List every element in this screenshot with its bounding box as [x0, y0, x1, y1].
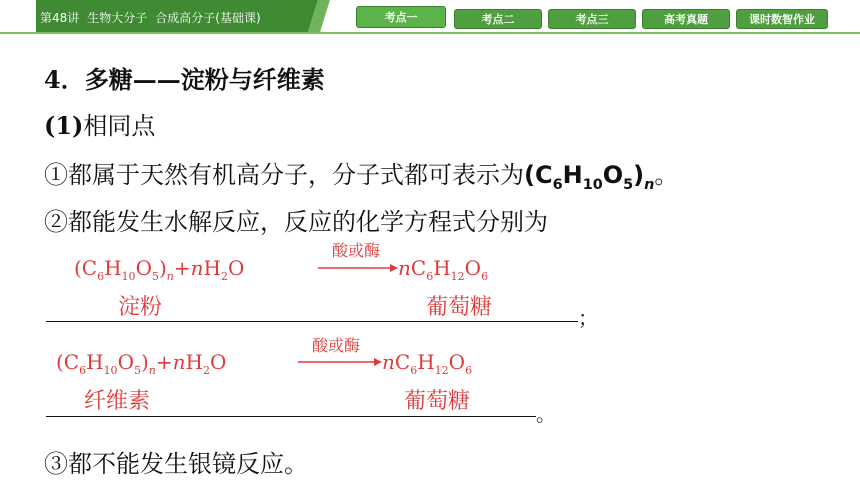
eq1-catalyst: 酸或酶 [332, 241, 381, 260]
point-2: ②都能发生水解反应，反应的化学方程式分别为 [44, 208, 548, 236]
eq1-answer-underline [46, 321, 578, 322]
tab-homework[interactable]: 课时数智作业 [736, 9, 828, 29]
eq2-product-name: 葡萄糖 [404, 389, 471, 414]
tab-kaodian-3[interactable]: 考点三 [548, 9, 636, 29]
header-underline [0, 32, 860, 34]
eq2-arrow-icon [298, 356, 382, 368]
eq1-arrow-icon [318, 262, 398, 274]
lesson-course: 生物大分子 [87, 10, 148, 25]
eq2-end-punct: 。 [536, 402, 556, 426]
polysaccharide-formula: $(C_6H_{10}O_5)_n$ [524, 161, 655, 193]
lesson-subtitle: 合成高分子(基础课) [155, 10, 261, 25]
eq2-catalyst: 酸或酶 [312, 336, 361, 355]
eq2-product: $nC_6H_{12}O_6$ [382, 350, 473, 377]
subsection-number: (1) [44, 111, 84, 140]
lesson-breadcrumb [40, 7, 261, 27]
tab-kaodian-1[interactable]: 考点一 [356, 6, 446, 28]
eq1-end-punct: ； [578, 306, 598, 330]
eq1-reactants: $(C_6H_{10}O_5)_n+nH_2O$ [74, 256, 245, 283]
lesson-number: 第48讲 [40, 10, 80, 25]
top-navigation-bar [0, 0, 860, 34]
tab-kaodian-2[interactable]: 考点二 [454, 9, 542, 29]
point-1 [44, 155, 678, 193]
eq2-answer-underline [46, 416, 536, 417]
subsection-text: 相同点 [83, 112, 156, 140]
eq1-product: $nC_6H_{12}O_6$ [398, 256, 489, 283]
eq1-reactant-name: 淀粉 [118, 295, 163, 320]
tab-gaokao-zhenti[interactable]: 高考真题 [642, 9, 730, 29]
eq2-reactants: $(C_6H_{10}O_5)_n+nH_2O$ [56, 350, 227, 377]
point-3: ③都不能发生银镜反应。 [44, 450, 308, 478]
eq2-reactant-name: 纤维素 [84, 389, 151, 414]
point-1-text: ①都属于天然有机高分子，分子式都可表示为 [44, 161, 524, 189]
section-title: 4．多糖——淀粉与纤维素 [44, 65, 325, 94]
eq1-product-name: 葡萄糖 [426, 295, 493, 320]
subsection-heading [44, 106, 155, 141]
point-1-end: 。 [654, 161, 679, 189]
